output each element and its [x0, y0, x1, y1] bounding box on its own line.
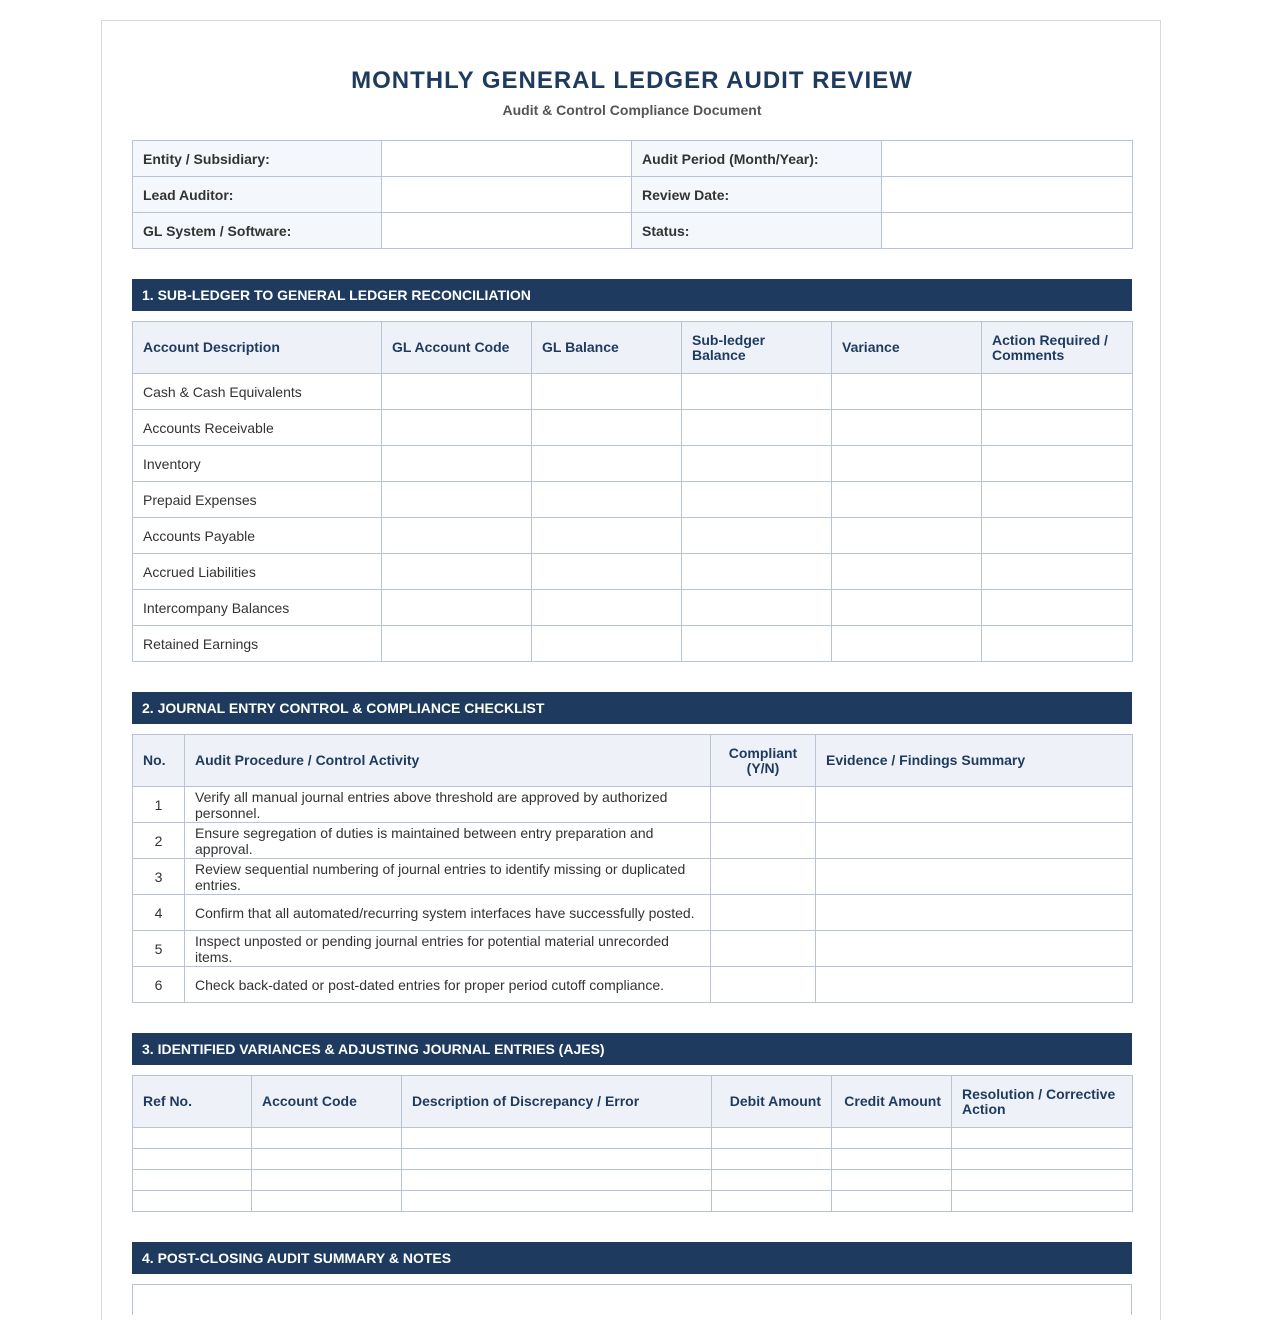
- entry-cell[interactable]: [532, 626, 682, 662]
- column-header: GL Balance: [532, 322, 682, 374]
- section-3-heading: 3. IDENTIFIED VARIANCES & ADJUSTING JOURNAL ENTRIES (AJES): [132, 1033, 1132, 1065]
- table-row: [133, 1149, 1133, 1170]
- table-row: [133, 931, 1133, 967]
- entry-cell[interactable]: [532, 590, 682, 626]
- info-row: [133, 177, 1133, 213]
- checklist-table: [132, 734, 1133, 1003]
- entry-cell[interactable]: [952, 1170, 1133, 1191]
- table-row: [133, 895, 1133, 931]
- entry-cell[interactable]: [712, 1149, 832, 1170]
- entry-cell[interactable]: [832, 446, 982, 482]
- entry-cell[interactable]: [532, 518, 682, 554]
- entry-cell[interactable]: [402, 1149, 712, 1170]
- procedure-cell: Check back-dated or post-dated entries for proper period cutoff compliance.: [185, 967, 711, 1003]
- entry-cell[interactable]: [382, 626, 532, 662]
- entry-cell[interactable]: [712, 1170, 832, 1191]
- info-table: [132, 140, 1133, 249]
- entry-cell[interactable]: [382, 590, 532, 626]
- document-subtitle: Audit & Control Compliance Document: [502, 102, 762, 118]
- entry-cell[interactable]: [682, 410, 832, 446]
- account-description-cell: Inventory: [133, 446, 382, 482]
- entry-cell[interactable]: [252, 1128, 402, 1149]
- review-date-field[interactable]: [882, 177, 1133, 213]
- row-number-cell: 6: [133, 967, 185, 1003]
- compliant-cell[interactable]: [711, 967, 816, 1003]
- table-row: [133, 859, 1133, 895]
- entry-cell[interactable]: [532, 410, 682, 446]
- entry-cell[interactable]: [252, 1170, 402, 1191]
- section-4-heading: 4. POST-CLOSING AUDIT SUMMARY & NOTES: [132, 1242, 1132, 1274]
- account-description-cell: Accounts Payable: [133, 518, 382, 554]
- account-description-cell: Accrued Liabilities: [133, 554, 382, 590]
- column-header: Sub-ledger Balance: [682, 322, 832, 374]
- status-field[interactable]: [882, 213, 1133, 249]
- compliant-cell[interactable]: [711, 895, 816, 931]
- evidence-cell[interactable]: [816, 931, 1133, 967]
- account-description-cell: Intercompany Balances: [133, 590, 382, 626]
- evidence-cell[interactable]: [816, 859, 1133, 895]
- entry-cell[interactable]: [252, 1149, 402, 1170]
- entry-cell[interactable]: [682, 626, 832, 662]
- entry-cell[interactable]: [832, 1191, 952, 1212]
- entry-cell[interactable]: [832, 482, 982, 518]
- column-header: Ref No.: [133, 1076, 252, 1128]
- table-header-row: [133, 735, 1133, 787]
- entry-cell[interactable]: [952, 1149, 1133, 1170]
- entry-cell[interactable]: [832, 1149, 952, 1170]
- row-number-cell: 4: [133, 895, 185, 931]
- table-header-row: [133, 322, 1133, 374]
- account-description-cell: Retained Earnings: [133, 626, 382, 662]
- entry-cell[interactable]: [382, 446, 532, 482]
- entry-cell[interactable]: [682, 374, 832, 410]
- entry-cell[interactable]: [532, 482, 682, 518]
- column-header: Account Description: [133, 322, 382, 374]
- document-title: MONTHLY GENERAL LEDGER AUDIT REVIEW: [351, 67, 913, 94]
- entry-cell[interactable]: [712, 1191, 832, 1212]
- entry-cell[interactable]: [832, 1170, 952, 1191]
- evidence-cell[interactable]: [816, 895, 1133, 931]
- entry-cell[interactable]: [982, 374, 1133, 410]
- info-label: Lead Auditor:: [133, 177, 382, 213]
- entry-cell[interactable]: [682, 590, 832, 626]
- entry-cell[interactable]: [982, 446, 1133, 482]
- entry-cell[interactable]: [832, 590, 982, 626]
- row-number-cell: 2: [133, 823, 185, 859]
- entry-cell[interactable]: [832, 626, 982, 662]
- variances-table: [132, 1075, 1133, 1212]
- table-row: [133, 967, 1133, 1003]
- section-2-heading: 2. JOURNAL ENTRY CONTROL & COMPLIANCE CHECKLIST: [132, 692, 1132, 724]
- row-number-cell: 5: [133, 931, 185, 967]
- procedure-cell: Inspect unposted or pending journal entries for potential material unrecorded items.: [185, 931, 711, 967]
- entry-cell[interactable]: [402, 1170, 712, 1191]
- gl-system-field[interactable]: [382, 213, 632, 249]
- entry-cell[interactable]: [402, 1191, 712, 1212]
- procedure-cell: Review sequential numbering of journal entries to identify missing or duplicated entries.: [185, 859, 711, 895]
- entry-cell[interactable]: [832, 554, 982, 590]
- entry-cell[interactable]: [682, 446, 832, 482]
- procedure-cell: Ensure segregation of duties is maintained between entry preparation and approval.: [185, 823, 711, 859]
- row-number-cell: 3: [133, 859, 185, 895]
- entry-cell[interactable]: [982, 518, 1133, 554]
- entity-field[interactable]: [382, 141, 632, 177]
- lead-auditor-field[interactable]: [382, 177, 632, 213]
- entry-cell[interactable]: [952, 1191, 1133, 1212]
- notes-field[interactable]: [132, 1284, 1132, 1315]
- table-row: [133, 823, 1133, 859]
- entry-cell[interactable]: [252, 1191, 402, 1212]
- info-row: [133, 213, 1133, 249]
- section-1-heading: 1. SUB-LEDGER TO GENERAL LEDGER RECONCILIATION: [132, 279, 1132, 311]
- entry-cell[interactable]: [982, 590, 1133, 626]
- table-row: [133, 482, 1133, 518]
- row-number-cell: 1: [133, 787, 185, 823]
- info-row: [133, 141, 1133, 177]
- table-row: [133, 1191, 1133, 1212]
- column-header: No.: [133, 735, 185, 787]
- table-row: [133, 446, 1133, 482]
- entry-cell[interactable]: [532, 374, 682, 410]
- column-header: Action Required / Comments: [982, 322, 1133, 374]
- info-label: GL System / Software:: [133, 213, 382, 249]
- audit-period-field[interactable]: [882, 141, 1133, 177]
- compliant-cell[interactable]: [711, 823, 816, 859]
- entry-cell[interactable]: [832, 518, 982, 554]
- procedure-cell: Verify all manual journal entries above threshold are approved by authorized personnel.: [185, 787, 711, 823]
- info-label: Status:: [632, 213, 882, 249]
- entry-cell[interactable]: [832, 374, 982, 410]
- table-row: [133, 518, 1133, 554]
- entry-cell[interactable]: [133, 1128, 252, 1149]
- entry-cell[interactable]: [133, 1191, 252, 1212]
- entry-cell[interactable]: [982, 554, 1133, 590]
- entry-cell[interactable]: [682, 518, 832, 554]
- table-row: [133, 554, 1133, 590]
- account-description-cell: Cash & Cash Equivalents: [133, 374, 382, 410]
- info-label: Audit Period (Month/Year):: [632, 141, 882, 177]
- entry-cell[interactable]: [982, 626, 1133, 662]
- entry-cell[interactable]: [682, 554, 832, 590]
- entry-cell[interactable]: [532, 554, 682, 590]
- entry-cell[interactable]: [382, 482, 532, 518]
- evidence-cell[interactable]: [816, 967, 1133, 1003]
- column-header: Account Code: [252, 1076, 402, 1128]
- account-description-cell: Accounts Receivable: [133, 410, 382, 446]
- entry-cell[interactable]: [832, 410, 982, 446]
- column-header: Variance: [832, 322, 982, 374]
- entry-cell[interactable]: [133, 1170, 252, 1191]
- entry-cell[interactable]: [712, 1128, 832, 1149]
- column-header: Resolution / Corrective Action: [952, 1076, 1133, 1128]
- table-row: [133, 1170, 1133, 1191]
- info-label: Entity / Subsidiary:: [133, 141, 382, 177]
- entry-cell[interactable]: [982, 410, 1133, 446]
- evidence-cell[interactable]: [816, 787, 1133, 823]
- procedure-cell: Confirm that all automated/recurring system interfaces have successfully posted.: [185, 895, 711, 931]
- table-row: [133, 1128, 1133, 1149]
- reconciliation-table: [132, 321, 1133, 662]
- info-label: Review Date:: [632, 177, 882, 213]
- compliant-cell[interactable]: [711, 787, 816, 823]
- evidence-cell[interactable]: [816, 823, 1133, 859]
- entry-cell[interactable]: [532, 446, 682, 482]
- table-row: [133, 590, 1133, 626]
- entry-cell[interactable]: [133, 1149, 252, 1170]
- table-row: [133, 626, 1133, 662]
- column-header: GL Account Code: [382, 322, 532, 374]
- document-page: [101, 20, 1161, 1320]
- table-header-row: [133, 1076, 1133, 1128]
- document-content: [132, 21, 1132, 1315]
- entry-cell[interactable]: [682, 482, 832, 518]
- table-row: [133, 410, 1133, 446]
- column-header: Description of Discrepancy / Error: [402, 1076, 712, 1128]
- entry-cell[interactable]: [382, 554, 532, 590]
- column-header: Evidence / Findings Summary: [816, 735, 1133, 787]
- compliant-cell[interactable]: [711, 859, 816, 895]
- column-header: Compliant (Y/N): [711, 735, 816, 787]
- column-header: Audit Procedure / Control Activity: [185, 735, 711, 787]
- entry-cell[interactable]: [382, 518, 532, 554]
- table-row: [133, 787, 1133, 823]
- table-row: [133, 374, 1133, 410]
- entry-cell[interactable]: [982, 482, 1133, 518]
- account-description-cell: Prepaid Expenses: [133, 482, 382, 518]
- entry-cell[interactable]: [402, 1128, 712, 1149]
- compliant-cell[interactable]: [711, 931, 816, 967]
- column-header: Credit Amount: [832, 1076, 952, 1128]
- column-header: Debit Amount: [712, 1076, 832, 1128]
- entry-cell[interactable]: [382, 374, 532, 410]
- entry-cell[interactable]: [382, 410, 532, 446]
- entry-cell[interactable]: [832, 1128, 952, 1149]
- entry-cell[interactable]: [952, 1128, 1133, 1149]
